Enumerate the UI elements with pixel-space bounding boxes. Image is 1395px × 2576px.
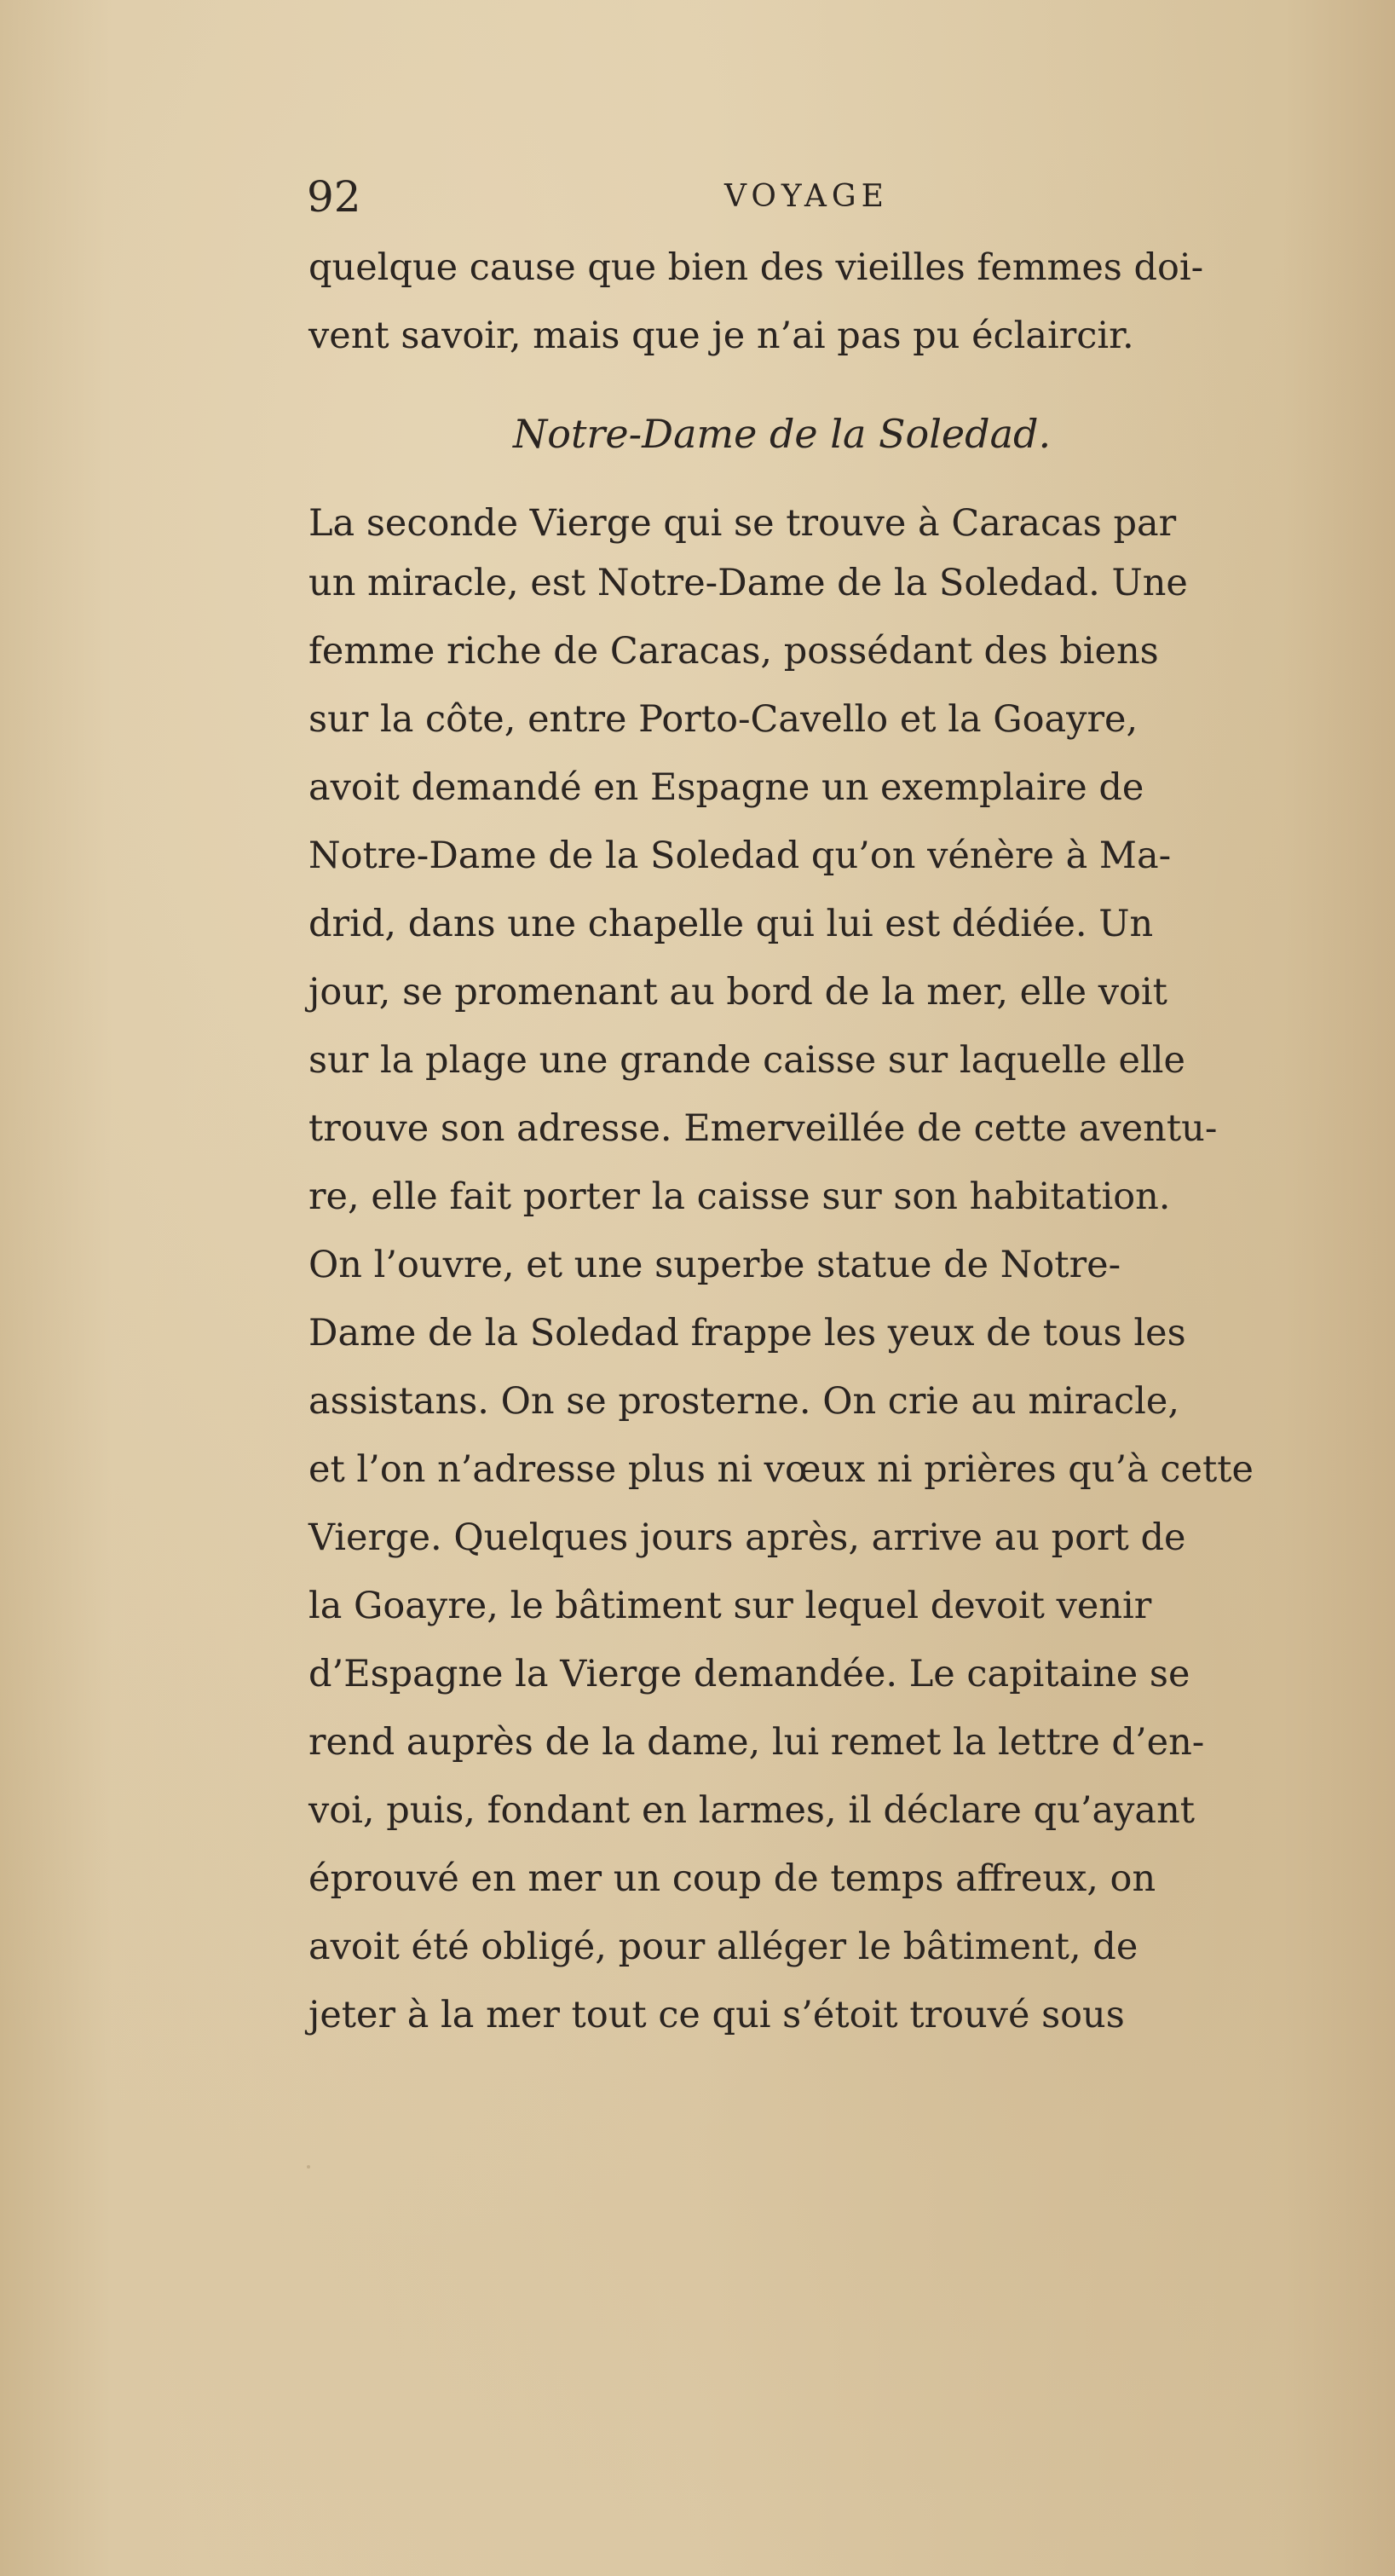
- text-line: trouve son adresse. Emerveillée de cette aventu-: [308, 1107, 1218, 1150]
- text-line: Vierge. Quelques jours après, arrive au port de: [308, 1516, 1186, 1559]
- page-number: 92: [307, 172, 361, 222]
- text-line: rend auprès de la dame, lui remet la lettre d’en-: [308, 1721, 1205, 1764]
- text-line: femme riche de Caracas, possédant des biens: [308, 630, 1159, 673]
- text-line: jour, se promenant au bord de la mer, elle voit: [308, 971, 1167, 1014]
- text-line: avoit été obligé, pour alléger le bâtiment, de: [308, 1926, 1138, 1968]
- running-head: VOYAGE: [724, 179, 889, 214]
- text-line: quelque cause que bien des vieilles femmes doi-: [308, 246, 1204, 289]
- text-line: La seconde Vierge qui se trouve à Caracas par: [308, 502, 1177, 545]
- text-line: vent savoir, mais que je n’ai pas pu éclaircir.: [308, 315, 1134, 357]
- page-header: [307, 167, 1159, 227]
- body-text: [308, 234, 1382, 2049]
- text-line: re, elle fait porter la caisse sur son habitation.: [308, 1175, 1171, 1218]
- paper-stain: [307, 2165, 310, 2169]
- text-line: assistans. On se prosterne. On crie au miracle,: [308, 1380, 1179, 1423]
- text-line: éprouvé en mer un coup de temps affreux, on: [308, 1857, 1156, 1900]
- text-line: Notre-Dame de la Soledad qu’on vénère à Ma-: [308, 835, 1172, 877]
- text-line: et l’on n’adresse plus ni vœux ni prières qu’à cette: [308, 1448, 1254, 1491]
- text-line: sur la côte, entre Porto-Cavello et la Goayre,: [308, 698, 1138, 741]
- text-line: Dame de la Soledad frappe les yeux de tous les: [308, 1312, 1186, 1354]
- text-line: voi, puis, fondant en larmes, il déclare qu’ayant: [308, 1789, 1196, 1832]
- text-line: la Goayre, le bâtiment sur lequel devoit venir: [308, 1585, 1152, 1627]
- section-heading: Notre-Dame de la Soledad.: [513, 411, 1052, 457]
- text-line: avoit demandé en Espagne un exemplaire de: [308, 766, 1144, 809]
- text-line: sur la plage une grande caisse sur laquelle elle: [308, 1039, 1185, 1082]
- text-line: On l’ouvre, et une superbe statue de Notre-: [308, 1244, 1121, 1286]
- text-line: d’Espagne la Vierge demandée. Le capitaine se: [308, 1653, 1190, 1695]
- text-line: drid, dans une chapelle qui lui est dédiée. Un: [308, 903, 1154, 945]
- text-line: jeter à la mer tout ce qui s’étoit trouvé sous: [308, 1994, 1125, 2036]
- text-line: un miracle, est Notre-Dame de la Soledad. Une: [308, 562, 1188, 604]
